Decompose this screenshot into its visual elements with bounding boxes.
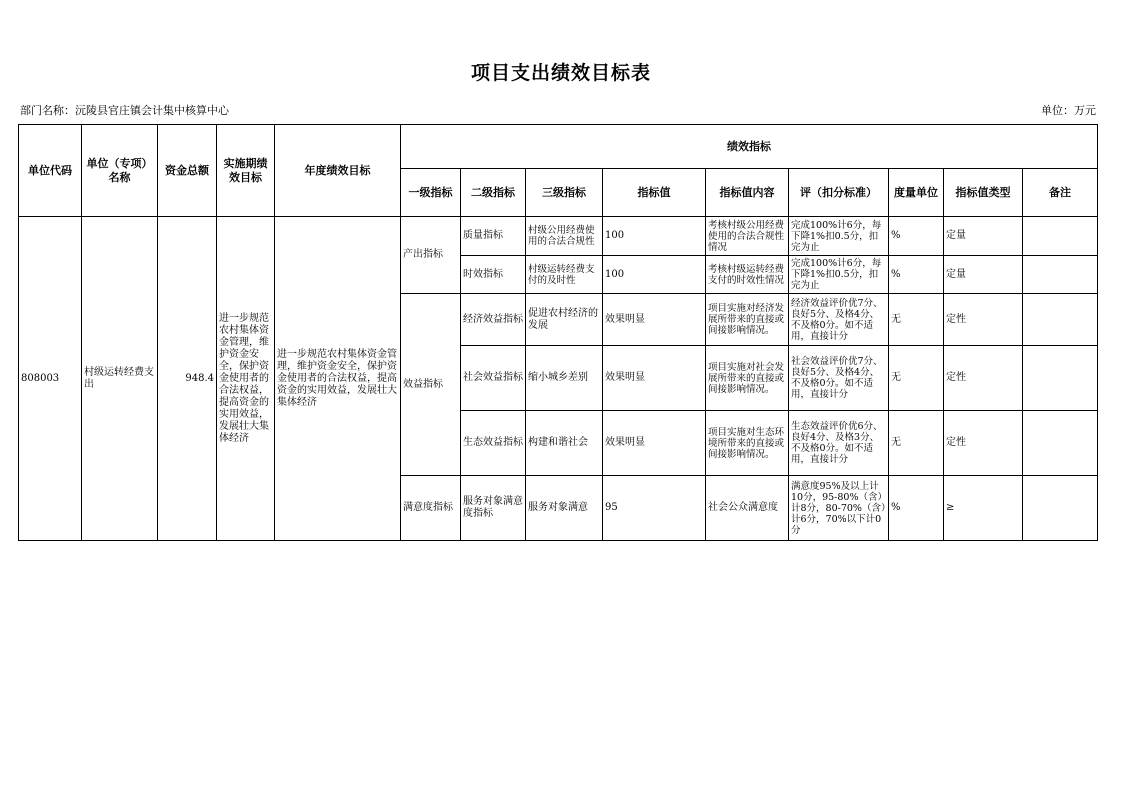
row-value: 100 [603,217,706,256]
row-unit: % [889,476,944,541]
header-level2: 二级指标 [461,169,526,217]
header-value-type: 指标值类型 [944,169,1023,217]
row-remark [1023,346,1098,411]
row-l2: 服务对象满意度指标 [461,476,526,541]
row-content: 考核村级公用经费使用的合法合规性情况 [706,217,789,256]
row-l2: 质量指标 [461,217,526,256]
header-value: 指标值 [603,169,706,217]
header-annual-goal: 年度绩效目标 [275,125,401,217]
project-fund: 948.4 [158,217,217,541]
row-unit: % [889,217,944,256]
row-value: 95 [603,476,706,541]
row-value: 效果明显 [603,294,706,346]
header-score: 评（扣分标准） [789,169,889,217]
row-score: 经济效益评价优7分、良好5分、及格4分、不及格0分。如不适用，直接计分 [789,294,889,346]
row-type: 定性 [944,346,1023,411]
row-content: 项目实施对社会发展所带来的直接或间接影响情况。 [706,346,789,411]
header-level1: 一级指标 [401,169,461,217]
row-score: 完成100%计6分，每下降1%扣0.5分，扣完为止 [789,217,889,256]
row-content: 社会公众满意度 [706,476,789,541]
row-value: 效果明显 [603,346,706,411]
header-unit-code: 单位代码 [19,125,82,217]
row-content: 项目实施对经济发展所带来的直接或间接影响情况。 [706,294,789,346]
row-remark [1023,294,1098,346]
header-remark: 备注 [1023,169,1098,217]
page-title: 项目支出绩效目标表 [470,62,651,84]
row-remark [1023,411,1098,476]
group-output: 产出指标 [401,217,461,294]
group-benefit: 效益指标 [401,294,461,476]
row-l3: 构建和谐社会 [526,411,603,476]
row-type: 定性 [944,294,1023,346]
row-l3: 服务对象满意 [526,476,603,541]
row-content: 项目实施对生态环境所带来的直接或间接影响情况。 [706,411,789,476]
row-remark [1023,217,1098,256]
row-l3: 村级公用经费使用的合法合规性 [526,217,603,256]
row-score: 满意度95%及以上计10分，95-80%（含）计8分，80-70%（含）计6分，70%以下计0分 [789,476,889,541]
row-type: ≥ [944,476,1023,541]
department-label: 部门名称：沅陵县官庄镇会计集中核算中心 [20,104,229,117]
row-l2: 时效指标 [461,256,526,294]
row-l3: 促进农村经济的发展 [526,294,603,346]
header-period-goal: 实施期绩效目标 [217,125,275,217]
header-fund-total: 资金总额 [158,125,217,217]
table-row [19,217,1098,256]
row-unit: 无 [889,346,944,411]
row-remark [1023,256,1098,294]
row-remark [1023,476,1098,541]
header-unit-name: 单位（专项）名称 [82,125,158,217]
row-type: 定性 [944,411,1023,476]
row-content: 考核村级运转经费支付的时效性情况 [706,256,789,294]
row-l3: 村级运转经费支付的及时性 [526,256,603,294]
row-l3: 缩小城乡差别 [526,346,603,411]
unit-label: 单位：万元 [1041,104,1096,117]
row-score: 完成100%计6分，每下降1%扣0.5分，扣完为止 [789,256,889,294]
row-score: 生态效益评价优6分、良好4分、及格3分、不及格0分。如不适用，直接计分 [789,411,889,476]
row-unit: % [889,256,944,294]
project-name: 村级运转经费支出 [82,217,158,541]
row-value: 效果明显 [603,411,706,476]
header-measure-unit: 度量单位 [889,169,944,217]
header-level3: 三级指标 [526,169,603,217]
row-score: 社会效益评价优7分、良好5分、及格4分、不及格0分。如不适用，直接计分 [789,346,889,411]
header-performance: 绩效指标 [401,125,1098,169]
row-l2: 社会效益指标 [461,346,526,411]
project-code: 808003 [19,217,82,541]
row-l2: 生态效益指标 [461,411,526,476]
row-unit: 无 [889,294,944,346]
project-period-goal: 进一步规范农村集体资金管理，维护资金安全，保护资金使用者的合法权益，提高资金的实用效益，发展壮大集体经济 [217,217,275,541]
row-type: 定量 [944,256,1023,294]
project-annual-goal: 进一步规范农村集体资金管理，维护资金安全，保护资金使用者的合法权益，提高资金的实用效益，发展壮大集体经济 [275,217,401,541]
row-unit: 无 [889,411,944,476]
header-content: 指标值内容 [706,169,789,217]
performance-table [18,124,1098,541]
row-l2: 经济效益指标 [461,294,526,346]
group-satisfaction: 满意度指标 [401,476,461,541]
row-type: 定量 [944,217,1023,256]
row-value: 100 [603,256,706,294]
